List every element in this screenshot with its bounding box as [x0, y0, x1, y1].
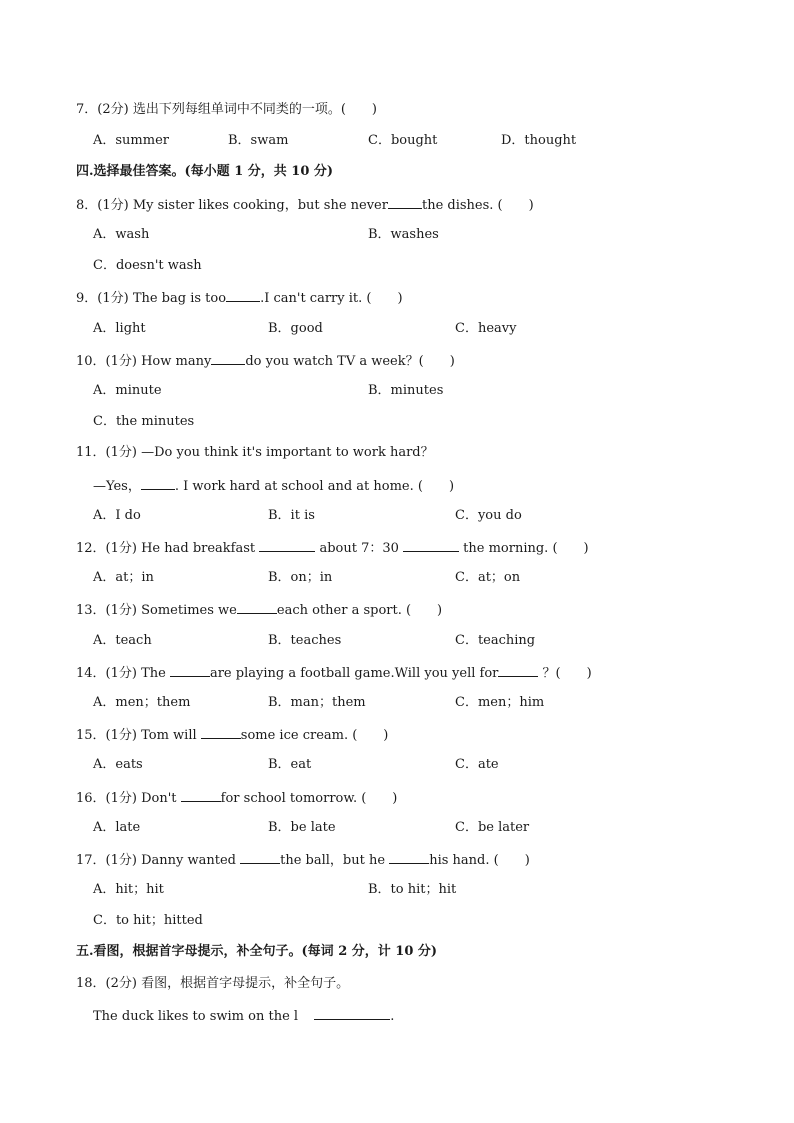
q17-option-a: A．hit；hit	[93, 882, 164, 897]
q13-text-after: each other a sport. ( )	[276, 603, 443, 618]
question-13-stem	[76, 600, 442, 620]
answer-blank[interactable]	[388, 195, 422, 209]
q12-text-after: the morning. ( )	[463, 541, 589, 556]
q12-option-a: A．at；in	[93, 570, 154, 585]
q17-text-after: his hand. ( )	[429, 853, 530, 868]
q12-option-b: B．on；in	[268, 570, 333, 585]
question-9-stem	[76, 288, 403, 308]
q16-text-before: 16．(1分) Don't	[76, 791, 177, 806]
question-14-stem	[76, 663, 592, 683]
q8-option-b: B．washes	[368, 227, 439, 242]
question-11-reply	[93, 476, 454, 496]
q15-option-c: C．ate	[455, 757, 499, 772]
q11-text-after: . I work hard at school and at home. ( )	[174, 479, 455, 494]
q7-option-c: C．bought	[368, 133, 438, 148]
answer-blank[interactable]	[201, 725, 241, 739]
q15-option-b: B．eat	[268, 757, 312, 772]
question-17-stem	[76, 850, 530, 870]
answer-blank[interactable]	[259, 538, 315, 552]
q14-text-middle: are playing a football game.Will you yell for	[209, 666, 499, 681]
q10-option-c: C．the minutes	[93, 414, 195, 429]
question-15-stem	[76, 725, 388, 745]
q7-option-a: A．summer	[93, 133, 169, 148]
q13-option-a: A．teach	[93, 633, 152, 648]
answer-blank[interactable]	[403, 538, 459, 552]
q16-option-c: C．be later	[455, 820, 530, 835]
q15-text-after: some ice cream. ( )	[240, 728, 389, 743]
q9-option-a: A．light	[93, 321, 146, 336]
q18-text-before: The duck likes to swim on the l	[93, 1009, 299, 1024]
answer-blank[interactable]	[240, 850, 280, 864]
q14-option-b: B．man；them	[268, 695, 366, 710]
answer-blank[interactable]	[141, 476, 175, 490]
q12-text-before: 12．(1分) He had breakfast	[76, 541, 256, 556]
q13-text-before: 13．(1分) Sometimes we	[76, 603, 237, 618]
section-5-heading: 五.看图，根据首字母提示，补全句子。(每词 2 分，计 10 分)	[76, 944, 438, 959]
question-18-stem: 18．(2分) 看图，根据首字母提示，补全句子。	[76, 976, 350, 991]
q14-option-c: C．men；him	[455, 695, 545, 710]
question-10-stem	[76, 351, 455, 371]
q14-option-a: A．men；them	[93, 695, 191, 710]
q11-option-b: B．it is	[268, 508, 315, 523]
q13-option-b: B．teaches	[268, 633, 342, 648]
q17-text-before: 17．(1分) Danny wanted	[76, 853, 236, 868]
q8-option-a: A．wash	[93, 227, 150, 242]
q12-text-middle: about 7：30	[319, 541, 399, 556]
q14-text-before: 14．(1分) The	[76, 666, 166, 681]
q9-text-after: .I can't carry it. ( )	[260, 291, 403, 306]
q16-text-after: for school tomorrow. ( )	[220, 791, 398, 806]
q11-text-before: —Yes，	[93, 479, 141, 494]
answer-blank[interactable]	[226, 288, 260, 302]
question-7-stem: 7．(2分) 选出下列每组单词中不同类的一项。( )	[76, 102, 377, 117]
answer-blank[interactable]	[237, 600, 277, 614]
q11-option-a: A．I do	[93, 508, 141, 523]
q16-option-a: A．late	[93, 820, 141, 835]
q16-option-b: B．be late	[268, 820, 336, 835]
q10-option-b: B．minutes	[368, 383, 444, 398]
q9-option-b: B．good	[268, 321, 323, 336]
q8-text-before: 8．(1分) My sister likes cooking，but she never	[76, 198, 388, 213]
q7-option-b: B．swam	[228, 133, 289, 148]
answer-blank[interactable]	[181, 788, 221, 802]
q9-option-c: C．heavy	[455, 321, 517, 336]
question-11-stem: 11．(1分) —Do you think it's important to work hard？	[76, 445, 434, 460]
question-18-sentence	[93, 1006, 394, 1026]
question-8-stem	[76, 195, 534, 215]
q8-option-c: C．doesn't wash	[93, 258, 202, 273]
answer-blank[interactable]	[314, 1006, 390, 1020]
answer-blank[interactable]	[389, 850, 429, 864]
q10-text-before: 10．(1分) How many	[76, 354, 212, 369]
answer-blank[interactable]	[170, 663, 210, 677]
q15-text-before: 15．(1分) Tom will	[76, 728, 197, 743]
q9-text-before: 9．(1分) The bag is too	[76, 291, 227, 306]
q13-option-c: C．teaching	[455, 633, 536, 648]
q14-text-after: ？( )	[542, 666, 592, 681]
q7-option-d: D．thought	[501, 133, 577, 148]
q18-text-after: .	[390, 1009, 395, 1024]
q10-text-after: do you watch TV a week？( )	[245, 354, 455, 369]
q17-option-b: B．to hit；hit	[368, 882, 457, 897]
q12-option-c: C．at；on	[455, 570, 521, 585]
question-16-stem	[76, 788, 397, 808]
q15-option-a: A．eats	[93, 757, 143, 772]
section-4-heading: 四.选择最佳答案。(每小题 1 分，共 10 分)	[76, 164, 334, 179]
q17-option-c: C．to hit；hitted	[93, 913, 203, 928]
q11-option-c: C．you do	[455, 508, 522, 523]
q8-text-after: the dishes. ( )	[421, 198, 534, 213]
q17-text-middle: the ball，but he	[280, 853, 386, 868]
answer-blank[interactable]	[211, 351, 245, 365]
q10-option-a: A．minute	[93, 383, 162, 398]
question-12-stem	[76, 538, 589, 558]
answer-blank[interactable]	[498, 663, 538, 677]
